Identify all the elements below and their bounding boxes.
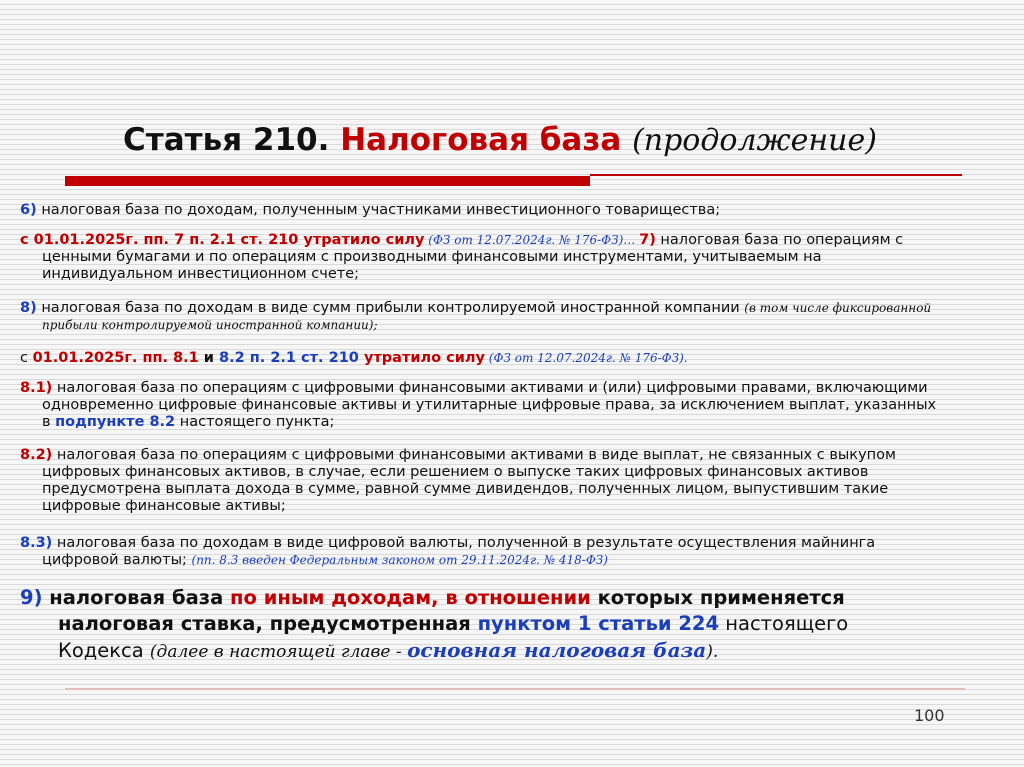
item-8-lost-ref: 8.2 п. 2.1 ст. 210 (219, 350, 359, 366)
item-8-lost-lost: утратило силу (358, 350, 485, 366)
item-6 (20, 202, 995, 219)
page-number: 100 (914, 706, 945, 725)
item-8-2-number: 8.2) (20, 447, 53, 463)
item-9-number: 9) (20, 586, 43, 609)
title-underline-thin (590, 174, 962, 176)
item-9-text-7: Кодекса (58, 639, 150, 662)
item-8-lost-note: (ФЗ от 12.07.2024г. № 176-ФЗ). (484, 351, 688, 365)
item-7-number: 7) (639, 232, 656, 248)
item-9-link[interactable]: пунктом 1 статьи 224 (477, 612, 720, 635)
item-7-note: (ФЗ от 12.07.2024г. № 176-ФЗ)… (424, 233, 640, 247)
item-9-text-6: настоящего (719, 612, 849, 635)
item-7 (20, 232, 995, 283)
item-9-key-term: основная налоговая база (407, 638, 707, 662)
item-9-text-3: которых применяется (590, 586, 845, 609)
item-9 (20, 585, 995, 665)
title-underline-thick (65, 176, 590, 186)
item-8-3 (20, 535, 995, 569)
item-8-3-note: (пп. 8.3 введен Федеральным законом от 29.11.2024г. № 418-ФЗ) (191, 553, 608, 567)
item-6-number: 6) (20, 202, 37, 218)
item-8-3-number: 8.3) (20, 535, 53, 551)
page-title (123, 122, 877, 158)
item-8-2 (20, 447, 995, 515)
item-8-1-link[interactable]: подпункте 8.2 (55, 414, 176, 430)
item-7-lost: утратило силу (303, 232, 425, 248)
item-8-2-text-3: предусмотрена выплата дохода в сумме, равной сумме дивидендов, полученных лицом, выпустившим такие (42, 481, 889, 497)
item-8-lost (20, 350, 995, 367)
item-8-1 (20, 380, 995, 431)
item-7-lead: с 01.01.2025г. пп. 7 п. 2.1 ст. 210 (20, 232, 304, 248)
item-9-text-2: по иным доходам, в отношении (230, 586, 591, 609)
item-8 (20, 300, 995, 334)
item-9-text-1: налоговая база (42, 586, 231, 609)
item-8-3-text-2: цифровой валюты; (42, 552, 192, 568)
item-8-note-1: (в том числе фиксированной (744, 301, 932, 315)
item-8-lost-date: 01.01.2025г. пп. 8.1 (32, 350, 199, 366)
item-7-text-3: индивидуальном инвестиционном счете; (42, 266, 359, 282)
item-8-2-text-2: цифровых финансовых активов, в случае, если решением о выпуске таких цифровых финансовых активов (42, 464, 869, 480)
item-9-text-4: налоговая ставка, предусмотренная (58, 612, 478, 635)
title-prefix: Статья 210. (123, 122, 341, 158)
item-8-note-2: прибыли контролируемой иностранной компании); (42, 318, 378, 332)
title-suffix: (продолжение) (632, 123, 877, 158)
item-8-number: 8) (20, 300, 37, 316)
item-8-1-text-1: налоговая база по операциям с цифровыми финансовыми активами и (или) цифровыми правами, включающими (52, 380, 928, 396)
item-8-3-text-1: налоговая база по доходам в виде цифровой валюты, полученной в результате осуществления майнинга (52, 535, 876, 551)
bottom-divider (65, 688, 965, 690)
item-8-1-text-2: одновременно цифровые финансовые активы и утилитарные цифровые права, за исключением выплат, указанных (42, 397, 937, 413)
item-8-lost-and: и (198, 350, 220, 366)
item-9-note: (далее в настоящей главе - (149, 642, 408, 662)
item-6-text: налоговая база по доходам, полученным участниками инвестиционного товарищества; (36, 202, 721, 218)
item-8-1-text-3a: в (42, 414, 56, 430)
item-8-1-number: 8.1) (20, 380, 53, 396)
item-8-2-text-4: цифровые финансовые активы; (42, 498, 286, 514)
item-8-text: налоговая база по доходам в виде сумм прибыли контролируемой иностранной компании (36, 300, 745, 316)
item-7-text-1: налоговая база по операциям с (655, 232, 904, 248)
item-8-lost-prefix: с (20, 350, 33, 366)
title-main: Налоговая база (340, 122, 622, 158)
item-9-note-end: ). (706, 642, 719, 662)
item-8-2-text-1: налоговая база по операциям с цифровыми финансовыми активами в виде выплат, не связанных с выкупом (52, 447, 896, 463)
item-8-1-text-3b: настоящего пункта; (175, 414, 335, 430)
item-7-text-2: ценными бумагами и по операциям с производными финансовыми инструментами, учитываемым на (42, 249, 822, 265)
